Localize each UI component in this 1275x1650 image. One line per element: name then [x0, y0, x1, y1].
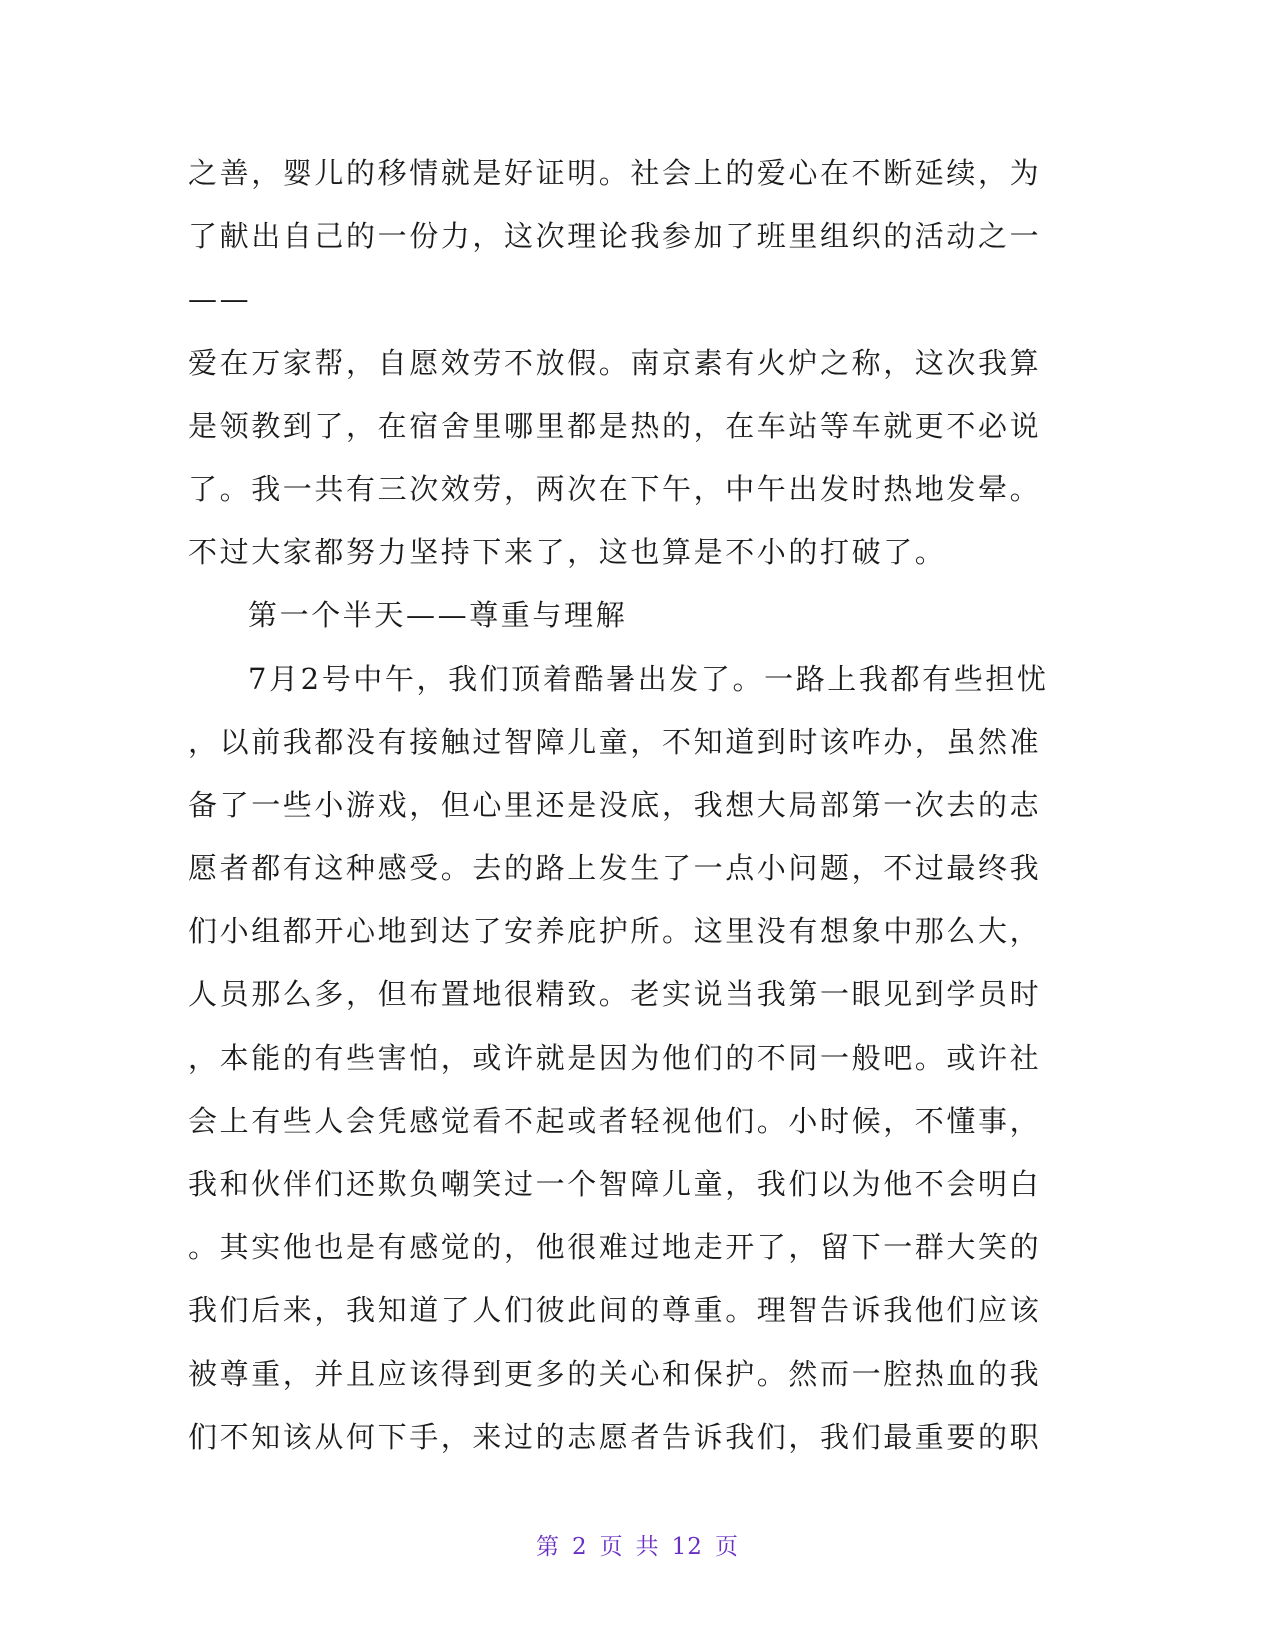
text-line: 愿者都有这种感受。去的路上发生了一点小问题，不过最终我	[188, 851, 1042, 886]
text-line: 被尊重，并且应该得到更多的关心和保护。然而一腔热血的我	[188, 1356, 1042, 1391]
text-line: 备了一些小游戏，但心里还是没底，我想大局部第一次去的志	[188, 787, 1042, 822]
footer-suffix: 页	[714, 1534, 739, 1560]
footer-prefix: 第	[536, 1534, 561, 1560]
paragraph-first-line: 7月2号中午，我们顶着酷暑出发了。一路上我都有些担忧	[248, 661, 1049, 696]
section-heading: 第一个半天——尊重与理解	[248, 598, 628, 633]
text-line: 了。我一共有三次效劳，两次在下午，中午出发时热地发晕。	[188, 471, 1042, 506]
text-line: 们小组都开心地到达了安养庇护所。这里没有想象中那么大，	[188, 914, 1042, 949]
text-line: 人员那么多，但布置地很精致。老实说当我第一眼见到学员时	[188, 977, 1042, 1012]
text-line: ——	[188, 282, 252, 317]
text-line: ，以前我都没有接触过智障儿童，不知道到时该咋办，虽然准	[188, 724, 1042, 759]
text-line: 是领教到了，在宿舍里哪里都是热的，在车站等车就更不必说	[188, 408, 1042, 443]
current-page-number: 2	[572, 1534, 588, 1560]
text-line: 们不知该从何下手，来过的志愿者告诉我们，我们最重要的职	[188, 1419, 1042, 1454]
text-line: ，本能的有些害怕，或许就是因为他们的不同一般吧。或许社	[188, 1040, 1042, 1075]
text-line: 我们后来，我知道了人们彼此间的尊重。理智告诉我他们应该	[188, 1293, 1042, 1328]
text-line: 爱在万家帮，自愿效劳不放假。南京素有火炉之称，这次我算	[188, 345, 1042, 380]
footer-page-word: 页	[599, 1534, 624, 1560]
footer-total-word: 共	[635, 1534, 660, 1560]
text-line: 。其实他也是有感觉的，他很难过地走开了，留下一群大笑的	[188, 1230, 1042, 1265]
page-number-footer	[0, 1528, 1275, 1561]
text-line: 之善，婴儿的移情就是好证明。社会上的爱心在不断延续，为	[188, 156, 1042, 190]
text-line: 我和伙伴们还欺负嘲笑过一个智障儿童，我们以为他不会明白	[188, 1167, 1042, 1201]
text-line: 了献出自己的一份力，这次理论我参加了班里组织的活动之一	[188, 219, 1042, 254]
body-text	[188, 142, 1088, 1469]
text-line: 会上有些人会凭感觉看不起或者轻视他们。小时候，不懂事，	[188, 1103, 1042, 1138]
text-line: 不过大家都努力坚持下来了，这也算是不小的打破了。	[188, 535, 947, 570]
total-page-count: 12	[671, 1534, 703, 1560]
